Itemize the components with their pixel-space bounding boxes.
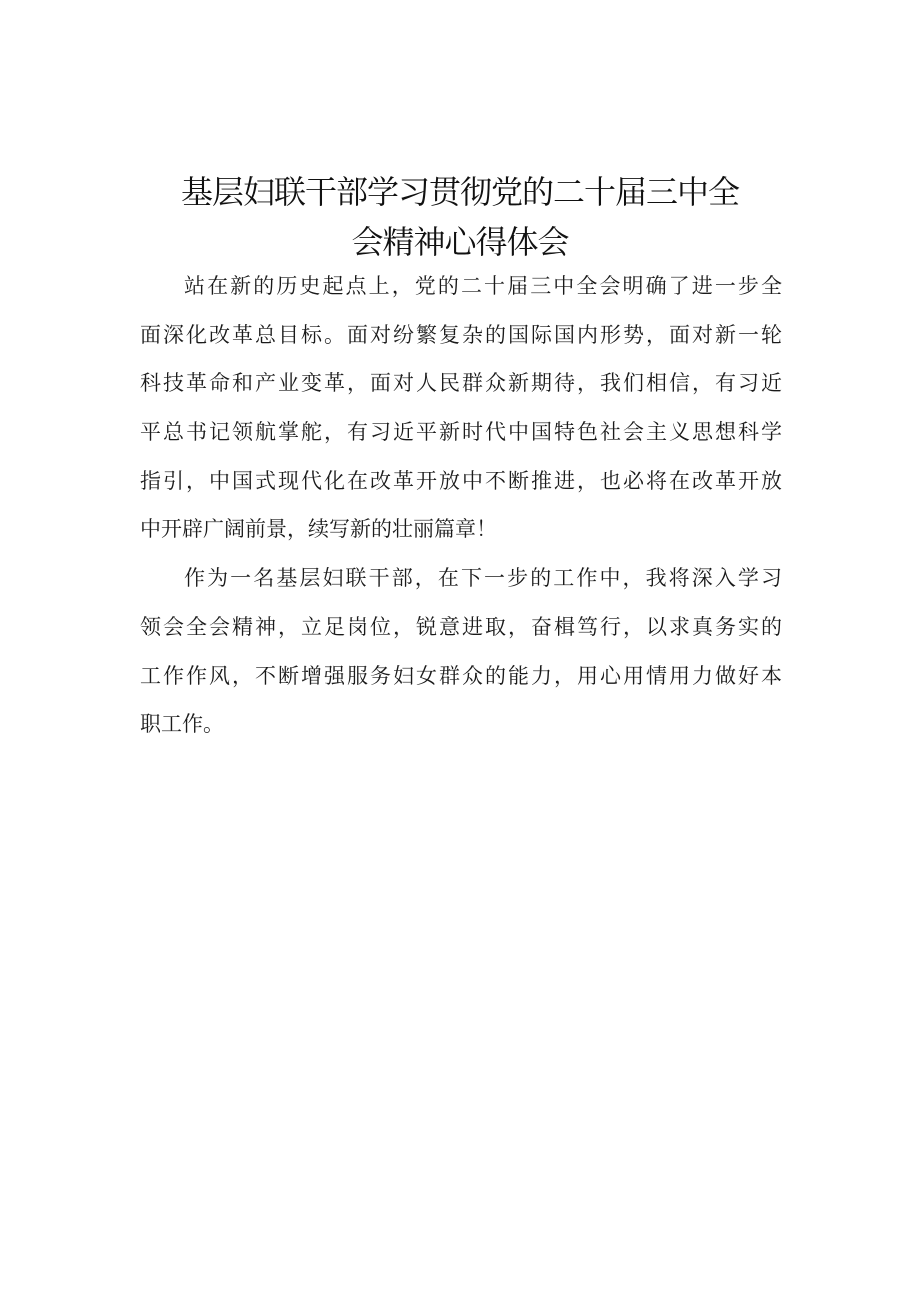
- title-line: 基层妇联干部学习贯彻党的二十届三中全: [180, 173, 739, 212]
- paragraph-line: 科技革命和产业变革，面对人民群众新期待，我们相信，有习近: [140, 371, 782, 396]
- paragraph-line: 面深化改革总目标。面对纷繁复杂的国际国内形势，面对新一轮: [140, 322, 782, 347]
- paragraph-line: 工作作风，不断增强服务妇女群众的能力，用心用情用力做好本: [140, 663, 782, 688]
- document-body: [140, 262, 782, 749]
- paragraph-line: 领会全会精神，立足岗位，锐意进取，奋楫笃行，以求真务实的: [140, 614, 782, 639]
- paragraph-line: 站在新的历史起点上，党的二十届三中全会明确了进一步全: [184, 274, 782, 298]
- paragraph-line: 平总书记领航掌舵，有习近平新时代中国特色社会主义思想科学: [140, 420, 782, 445]
- paragraph: [140, 554, 782, 749]
- paragraph: [140, 262, 782, 554]
- paragraph-line: 作为一名基层妇联干部，在下一步的工作中，我将深入学习: [184, 566, 782, 591]
- title-line: 会精神心得体会: [351, 223, 569, 262]
- paragraph-line: 职工作。: [140, 712, 224, 737]
- paragraph-line: 中开辟广阔前景，续写新的壮丽篇章！: [140, 517, 497, 542]
- paragraph-line: 指引，中国式现代化在改革开放中不断推进，也必将在改革开放: [140, 468, 782, 493]
- document-title: [120, 167, 800, 267]
